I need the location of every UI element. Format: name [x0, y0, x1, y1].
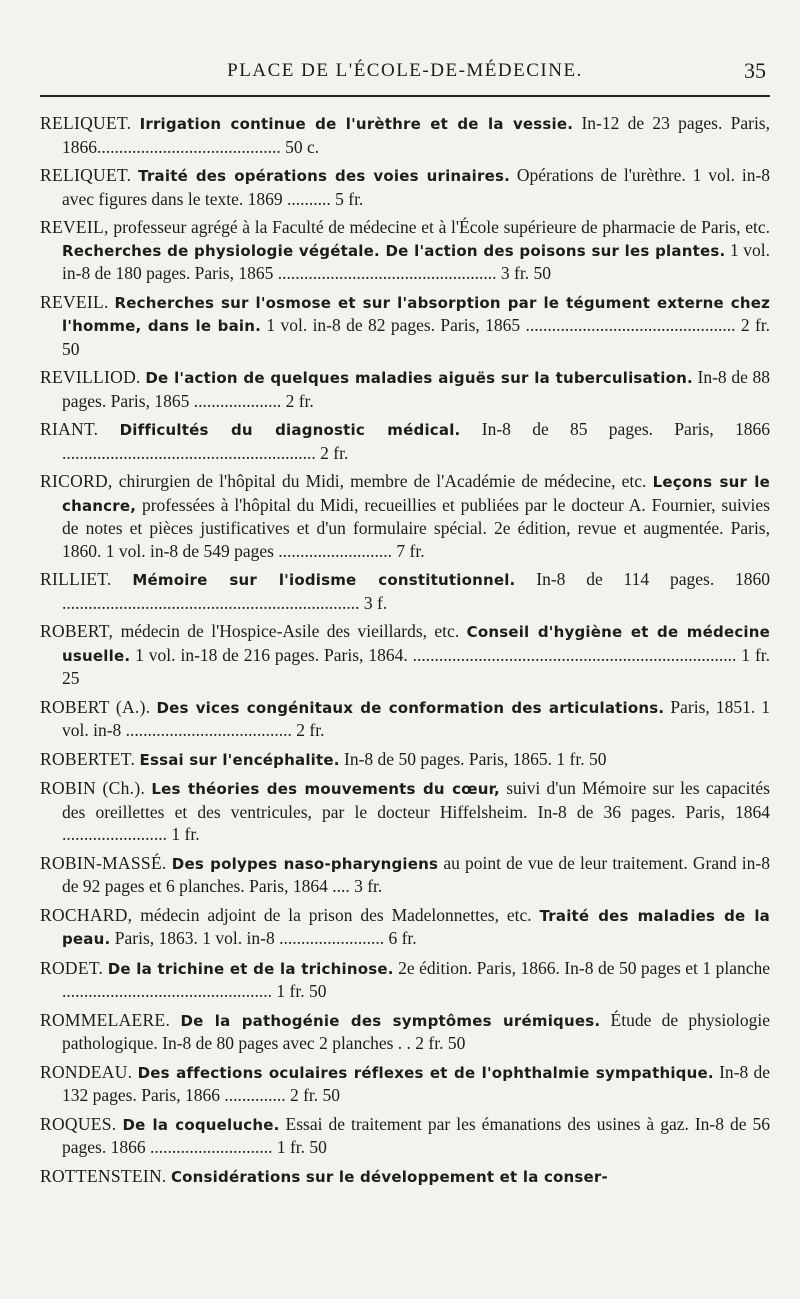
entry-details: In-8 de 85 pages. Paris, 1866 .......................................................... 2 fr. — [62, 419, 770, 463]
entry-author: RILLIET. — [40, 569, 112, 589]
entry-details: Paris, 1863. 1 vol. in-8 ........................ 6 fr. — [114, 928, 417, 948]
catalog-entry — [40, 852, 770, 898]
entry-title: Traité des maladies de la peau. — [62, 906, 770, 948]
catalog-entry — [40, 1009, 770, 1055]
catalog-entries — [40, 112, 770, 1194]
entry-author: ROQUES. — [40, 1113, 117, 1134]
entry-title: Difficultés du diagnostic médical. — [119, 421, 461, 439]
entry-details: Essai de traitement par les émanations des usines à gaz. In-8 de 56 pages. 1866 ............................ 1 fr. 50 — [62, 1113, 771, 1157]
entry-author: RELIQUET. — [40, 113, 132, 133]
catalog-entry — [40, 366, 770, 412]
entry-author: ROCHARD, — [40, 904, 133, 925]
catalog-entry — [40, 418, 770, 464]
entry-title: Des polypes naso-pharyngiens — [171, 854, 439, 873]
entry-title: De l'action de quelques maladies aiguës sur la tuberculisation. — [145, 369, 693, 387]
catalog-entry — [40, 1113, 770, 1159]
entry-author: RIANT. — [40, 419, 99, 439]
entry-author: REVEIL. — [40, 291, 109, 312]
catalog-entry — [40, 164, 770, 210]
entry-author: ROBERTET. — [40, 748, 136, 769]
entry-title: Essai sur l'encéphalite. — [139, 750, 340, 769]
catalog-entry — [40, 696, 770, 742]
entry-author: ROTTENSTEIN. — [40, 1165, 167, 1186]
entry-description: médecin de l'Hospice-Asile des vieillards, etc. — [120, 621, 460, 641]
entry-details: 2e édition. Paris, 1866. In-8 de 50 pages et 1 planche ................................................ 1 fr. 50 — [62, 957, 771, 1001]
entry-title: Des vices congénitaux de conformation des articulations. — [156, 698, 665, 717]
catalog-entry — [40, 748, 770, 772]
catalog-entry — [40, 112, 770, 158]
catalog-entry — [40, 777, 770, 846]
entry-title: De la trichine et de la trichinose. — [107, 959, 394, 978]
entry-details: In-8 de 114 pages. 1860 .................................................................... 3 f. — [62, 569, 771, 613]
entry-title: Des affections oculaires réflexes et de l'ophthalmie sympathique. — [137, 1063, 714, 1082]
running-head — [40, 58, 770, 88]
entry-description: professeur agrégé à la Faculté de médecine et à l'École supérieure de pharmacie de Paris, etc. — [113, 217, 770, 237]
page-number: 35 — [744, 58, 766, 83]
catalog-entry — [40, 957, 770, 1003]
entry-title: Irrigation continue de l'urèthre et de la vessie. — [139, 115, 574, 133]
entry-title: Leçons sur le chancre, — [62, 473, 771, 515]
catalog-entry — [40, 470, 770, 562]
entry-description: chirurgien de l'hôpital du Midi, membre de l'Académie de médecine, etc. — [118, 471, 647, 491]
entry-title: De la pathogénie des symptômes urémiques. — [180, 1011, 601, 1030]
catalog-entry — [40, 291, 770, 361]
entry-details: In-8 de 88 pages. Paris, 1865 .................... 2 fr. — [62, 367, 770, 411]
entry-author: ROBERT (A.). — [40, 696, 151, 717]
entry-title: Les théories des mouvements du cœur, — [151, 780, 500, 798]
entry-author: RONDEAU. — [40, 1061, 133, 1082]
entry-author: REVILLIOD. — [40, 367, 141, 387]
entry-details: professées à l'hôpital du Midi, recueillies et publiées par le docteur A. Fournier, suivies de notes et pièces justificatives et d'un formulaire spécial. 2e édition, revue et augmentée. Paris, 1860. 1 vol. in-8 de 549 pages .......................... 7 fr. — [62, 494, 770, 561]
entry-author: ROBERT, — [40, 621, 114, 641]
entry-author: ROMMELAERE. — [40, 1009, 171, 1030]
catalog-entry — [40, 904, 770, 951]
entry-details: 1 vol. in-8 de 180 pages. Paris, 1865 .................................................. 3 fr. 50 — [62, 239, 770, 283]
entry-title: Mémoire sur l'iodisme constitutionnel. — [132, 571, 516, 589]
entry-details: 1 vol. in-18 de 216 pages. Paris, 1864. .......................................................................... 1 fr. 25 — [62, 644, 771, 688]
catalog-entry — [40, 216, 770, 285]
entry-author: RICORD, — [40, 471, 113, 491]
entry-title: Considérations sur le développement et la conser- — [170, 1167, 608, 1186]
entry-title: Recherches de physiologie végétale. De l'action des poisons sur les plantes. — [62, 241, 726, 260]
entry-author: ROBIN (Ch.). — [40, 778, 146, 798]
entry-author: REVEIL, — [40, 217, 109, 237]
entry-details: Paris, 1851. 1 vol. in-8 ...................................... 2 fr. — [62, 696, 770, 740]
header-rule — [40, 95, 770, 97]
catalog-entry — [40, 1165, 770, 1189]
entry-title: Conseil d'hygiène et de médecine usuelle. — [62, 623, 770, 665]
entry-details: In-8 de 50 pages. Paris, 1865. 1 fr. 50 — [344, 748, 607, 769]
catalog-entry — [40, 568, 770, 614]
running-title: PLACE DE L'ÉCOLE-DE-MÉDECINE. — [227, 60, 583, 81]
entry-title: Traité des opérations des voies urinaires. — [138, 167, 510, 185]
catalog-entry — [40, 620, 770, 690]
entry-author: RELIQUET. — [40, 165, 132, 185]
entry-details: Opérations de l'urèthre. 1 vol. in-8 avec figures dans le texte. 1869 .......... 5 fr. — [62, 165, 771, 209]
entry-author: ROBIN-MASSÉ. — [40, 852, 167, 873]
entry-details: In-12 de 23 pages. Paris, 1866.......................................... 50 c. — [62, 113, 770, 157]
entry-details: Étude de physiologie pathologique. In-8 de 80 pages avec 2 planches . . 2 fr. 50 — [62, 1009, 771, 1053]
entry-author: RODET. — [40, 957, 104, 978]
entry-details: au point de vue de leur traitement. Grand in-8 de 92 pages et 6 planches. Paris, 1864 .... 3 fr. — [62, 852, 770, 896]
entry-description: médecin adjoint de la prison des Madelonnettes, etc. — [140, 904, 532, 925]
entry-title: Recherches sur l'osmose et sur l'absorption par le tégument externe chez l'homme, dans le bain. — [62, 293, 771, 335]
entry-details: In-8 de 132 pages. Paris, 1866 .............. 2 fr. 50 — [62, 1061, 771, 1105]
entry-details: 1 vol. in-8 de 82 pages. Paris, 1865 ................................................ 2 fr. 50 — [62, 315, 771, 359]
entry-details: suivi d'un Mémoire sur les capacités des oreillettes et des ventricules, par le docteur Hiffelsheim. In-8 de 36 pages. Paris, 1864 ........................ 1 fr. — [62, 778, 770, 844]
catalog-entry — [40, 1061, 770, 1107]
entry-title: De la coqueluche. — [122, 1115, 280, 1134]
